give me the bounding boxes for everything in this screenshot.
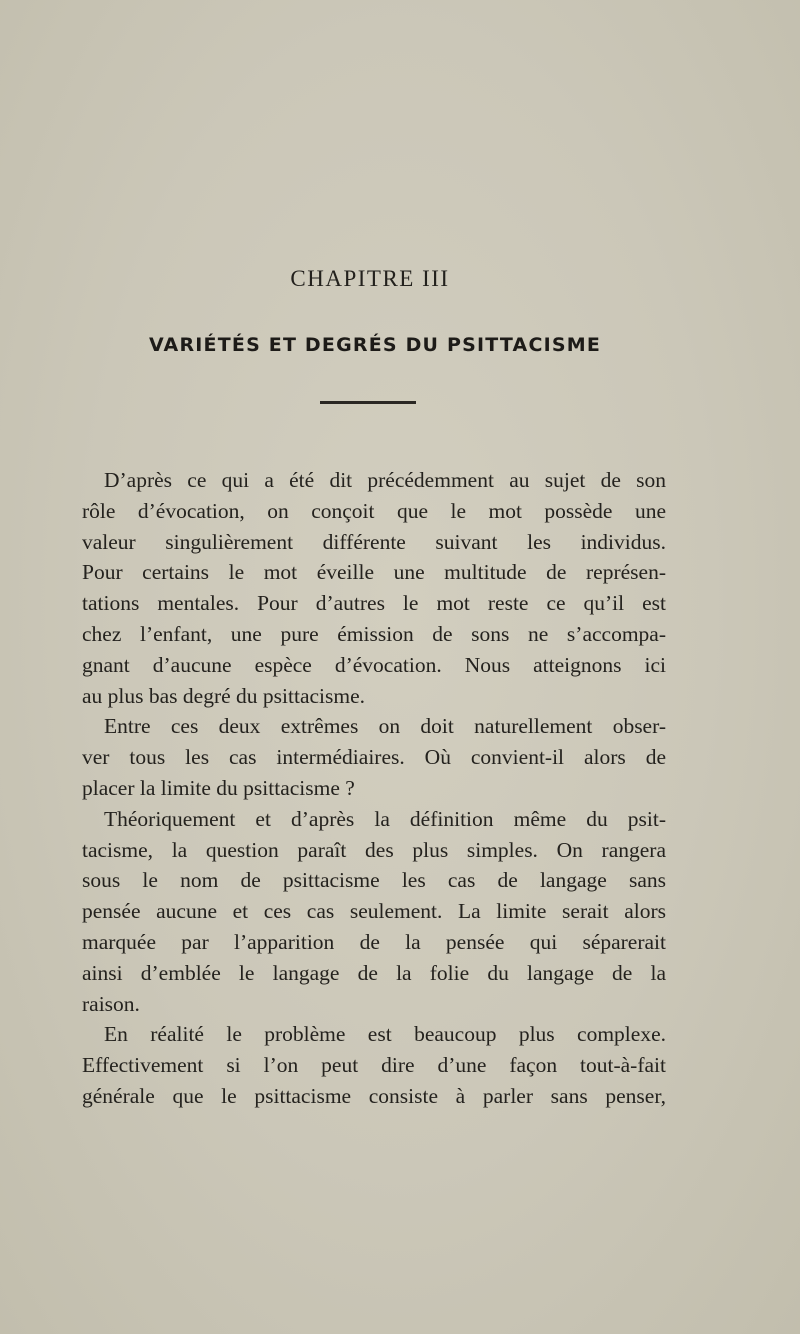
paragraph-4 xyxy=(82,1019,666,1111)
text-line: générale que le psittacisme consiste à parler sans penser, xyxy=(82,1083,666,1108)
text-line: Théoriquement et d’après la définition même du psit- xyxy=(104,806,666,831)
text-line: sous le nom de psittacisme les cas de langage sans xyxy=(82,868,666,893)
body-text xyxy=(82,465,666,1112)
chapter-number: CHAPITRE III xyxy=(290,266,450,291)
paragraph-2 xyxy=(82,711,666,803)
text-line: valeur singulièrement différente suivant les individus. xyxy=(82,529,666,554)
text-line: gnant d’aucune espèce d’évocation. Nous atteignons ici xyxy=(82,652,666,677)
text-line: D’après ce qui a été dit précédemment au sujet de son xyxy=(104,468,666,492)
text-line: raison. xyxy=(82,991,140,1016)
text-line: placer la limite du psittacisme ? xyxy=(82,775,355,800)
title-divider xyxy=(320,401,416,404)
text-line: rôle d’évocation, on conçoit que le mot possède une xyxy=(82,498,666,523)
text-line: pensée aucune et ces cas seulement. La limite serait alors xyxy=(82,899,666,924)
text-line: Effectivement si l’on peut dire d’une façon tout-à-fait xyxy=(82,1053,666,1078)
chapter-title: VARIÉTÉS ET DEGRÉS DU PSITTACISME xyxy=(148,334,602,356)
text-line: au plus bas degré du psittacisme. xyxy=(82,683,366,708)
text-line: Pour certains le mot éveille une multitude de représen- xyxy=(82,560,666,585)
text-line: Entre ces deux extrêmes on doit naturellement obser- xyxy=(104,714,666,739)
paragraph-3 xyxy=(82,804,666,1020)
text-line: tacisme, la question paraît des plus simples. On rangera xyxy=(82,837,666,862)
paragraph-1 xyxy=(82,465,666,711)
text-line: ver tous les cas intermédiaires. Où convient-il alors de xyxy=(82,745,666,770)
text-line: tations mentales. Pour d’autres le mot reste ce qu’il est xyxy=(82,591,666,616)
text-line: En réalité le problème est beaucoup plus complexe. xyxy=(104,1022,666,1047)
text-line: marquée par l’apparition de la pensée qui séparerait xyxy=(82,929,666,954)
text-line: ainsi d’emblée le langage de la folie du langage de la xyxy=(82,960,666,985)
text-line: chez l’enfant, une pure émission de sons ne s’accompa- xyxy=(82,621,666,646)
